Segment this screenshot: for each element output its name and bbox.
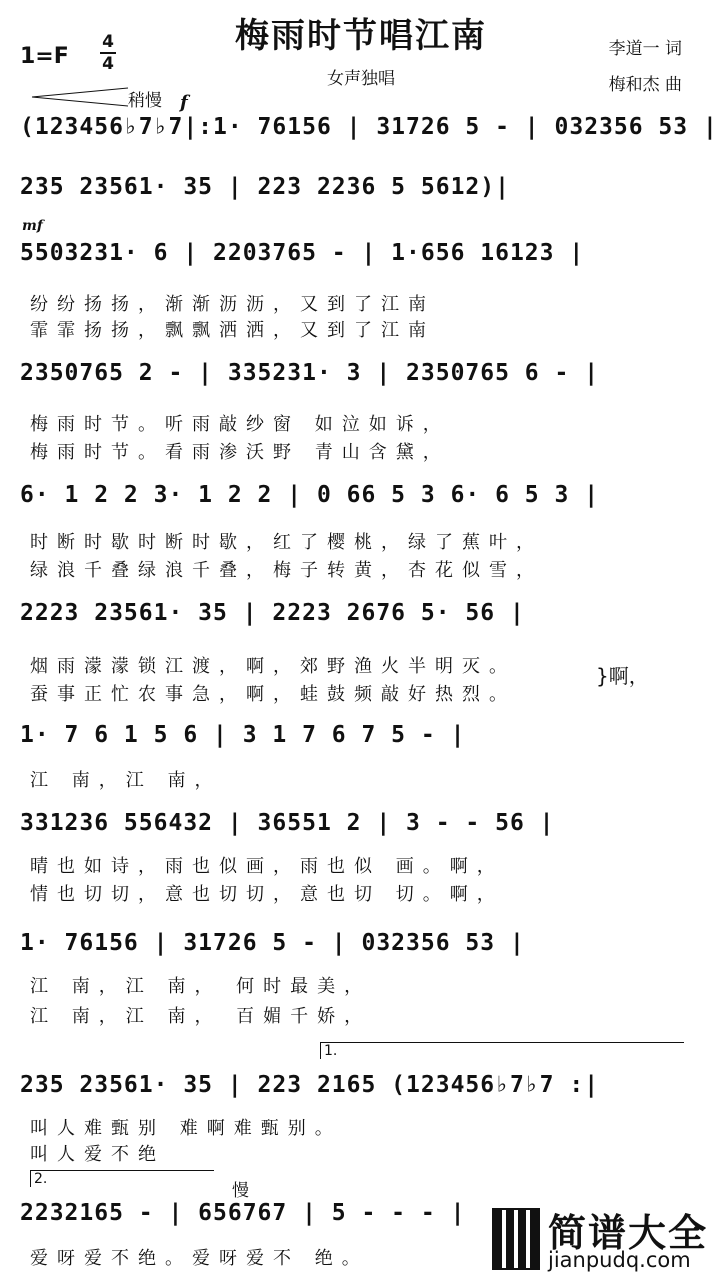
- staff-line-8: 331236 556432 | 36551 2 | 3 - - 56 |: [20, 810, 555, 836]
- staff-line-4: 2350765 2 - | 335231· 3 | 2350765 6 - |: [20, 360, 600, 386]
- lyric-3-verse-2: 霏霏扬扬，飘飘洒洒，又到了江南: [30, 320, 435, 341]
- staff-line-6: 2223 23561· 35 | 2223 2676 5· 56 |: [20, 600, 525, 626]
- lyric-11-verse-1: 爱呀爱不绝。爱呀爱不 绝。: [30, 1248, 369, 1269]
- staff-line-2: 235 23561· 35 | 223 2236 5 5612)|: [20, 174, 510, 200]
- lyricist-credit: 李道一 词: [608, 39, 682, 59]
- time-top: 4: [102, 32, 114, 52]
- lyric-5-verse-2: 绿浪千叠绿浪千叠，梅子转黄，杏花似雪，: [30, 560, 543, 581]
- page-title: 梅雨时节唱江南: [235, 16, 487, 56]
- piano-keys-icon: [492, 1208, 540, 1270]
- lyric-9-verse-2: 江 南，江 南， 百媚千娇，: [30, 1006, 372, 1027]
- watermark-brand: 简谱大全: [548, 1211, 709, 1255]
- lyric-8-verse-1: 晴也如诗，雨也似画，雨也似 画。啊，: [30, 856, 504, 877]
- lyric-6-aside: }啊，: [596, 664, 649, 688]
- key-signature: 1=F: [20, 44, 69, 69]
- lyric-3-verse-1: 纷纷扬扬，渐渐沥沥，又到了江南: [30, 294, 435, 315]
- lyric-9-verse-1: 江 南，江 南， 何时最美，: [30, 976, 372, 997]
- lyric-4-verse-1: 梅雨时节。听雨敲纱窗 如泣如诉，: [30, 414, 450, 435]
- lyric-6-verse-2: 蚕事正忙农事急，啊，蛙鼓频敲好热烈。: [30, 684, 516, 705]
- staff-line-7: 1· 7 6 1 5 6 | 3 1 7 6 7 5 - |: [20, 722, 466, 748]
- site-watermark: [492, 1202, 722, 1276]
- lyric-10-verse-2: 叫人爱不绝: [30, 1144, 165, 1165]
- watermark-url: jianpudq.com: [548, 1248, 691, 1272]
- page-subtitle: 女声独唱: [327, 69, 395, 89]
- lyric-7-verse-1: 江 南，江 南，: [30, 770, 222, 791]
- staff-line-11: 2232165 - | 656767 | 5 - - - |: [20, 1200, 466, 1226]
- lyric-8-verse-2: 情也切切，意也切切，意也切 切。啊，: [30, 884, 504, 905]
- lyric-6-verse-1: 烟雨濛濛锁江渡，啊，郊野渔火半明灭。: [30, 656, 516, 677]
- dynamic-marking: f: [180, 92, 188, 113]
- time-bottom: 4: [102, 54, 114, 74]
- lyric-4-verse-2: 梅雨时节。看雨渗沃野 青山含黛，: [30, 442, 450, 463]
- crescendo-hairpin-icon: [30, 86, 130, 108]
- composer-credit: 梅和杰 曲: [608, 75, 682, 95]
- lyric-5-verse-1: 时断时歇时断时歇，红了樱桃，绿了蕉叶，: [30, 532, 543, 553]
- staff-line-1: (123456♭7♭7|:1· 76156 | 31726 5 - | 032356 53 |: [20, 114, 718, 140]
- staff-line-9: 1· 76156 | 31726 5 - | 032356 53 |: [20, 930, 525, 956]
- tempo-slow: 慢: [232, 1181, 249, 1201]
- time-signature: [100, 32, 116, 74]
- staff-line-5: 6· 1 2 2 3· 1 2 2 | 0 66 5 3 6· 6 5 3 |: [20, 482, 600, 508]
- volta-1: 1.: [320, 1042, 684, 1059]
- staff-line-10: 235 23561· 35 | 223 2165 (123456♭7♭7 :|: [20, 1072, 600, 1098]
- dynamic-mf: mf: [22, 218, 43, 234]
- volta-2: 2.: [30, 1170, 214, 1187]
- lyric-10-verse-1: 叫人难甄别 难啊难甄别。: [30, 1118, 342, 1139]
- tempo-marking: 稍慢: [128, 91, 162, 111]
- staff-line-3: 5503231· 6 | 2203765 - | 1·656 16123 |: [20, 240, 585, 266]
